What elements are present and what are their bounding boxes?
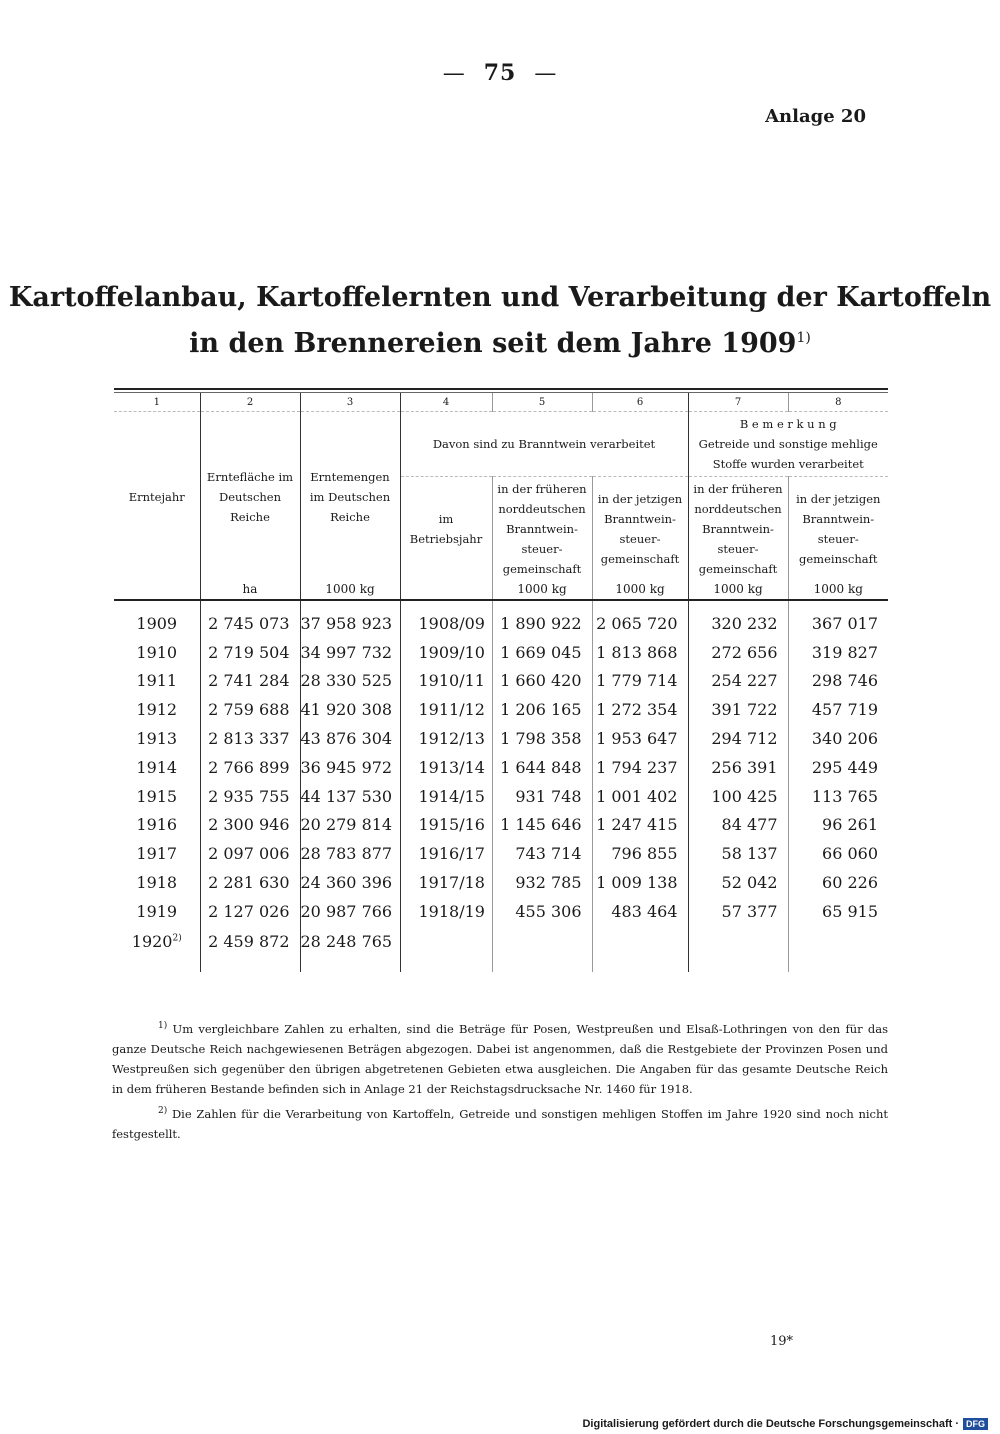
cell-grain-former [688,638,788,667]
unit-cell: 1000 kg [688,581,788,600]
cell-grain-former-value: 320 232 [711,613,778,633]
footnote-2-text: Die Zahlen für die Verarbeitung von Kartoffeln, Getreide und sonstigen mehligen Stoffen im Jahre 1920 sind noch nicht festgestellt. [112,1106,889,1141]
cell-harvest-value: 34 997 732 [300,642,393,662]
cell-grain-current-value: 367 017 [811,613,878,633]
cell-harvest [300,667,400,696]
table-row [114,926,888,972]
cell-grain-current [788,782,888,811]
cell-grain-former-value: 58 137 [721,844,778,864]
cell-season [400,753,492,782]
unit-cell-empty [400,581,492,600]
cell-former-value: 1 798 358 [500,729,582,749]
cell-year-value: 1910 [136,642,178,662]
cell-harvest [300,868,400,897]
sheet-signature: 19* [770,1334,794,1349]
cell-grain-former [688,897,788,926]
page-number-dash-right: — [534,61,558,86]
table-row [114,839,888,868]
cell-year [114,600,200,638]
cell-area [200,638,300,667]
cell-year [114,839,200,868]
cell-former-value: 455 306 [515,901,582,921]
cell-harvest-value: 20 987 766 [300,901,393,921]
cell-grain-former [688,811,788,840]
cell-current-value: 1 272 354 [596,700,678,720]
title-line-1: Kartoffelanbau, Kartoffelernten und Verarbeitung der Kartoffeln [8,282,992,313]
cell-area-value: 2 459 872 [208,931,290,951]
header-group-row [114,412,888,477]
footnotes [112,1016,888,1146]
cell-area [200,811,300,840]
cell-area [200,600,300,638]
cell-area [200,667,300,696]
cell-grain-current [788,638,888,667]
cell-former-value: 1 644 848 [500,757,582,777]
page-number-value: 75 [483,60,517,86]
cell-grain-current [788,839,888,868]
cell-grain-current-value: 60 226 [822,873,878,893]
cell-former-value: 1 660 420 [500,671,582,691]
cell-grain-former-value: 84 477 [721,815,778,835]
column-number: 7 [688,393,788,412]
cell-season-value: 1911/12 [418,700,485,720]
cell-harvest [300,926,400,972]
column-number: 6 [592,393,688,412]
cell-area [200,753,300,782]
table-row [114,638,888,667]
cell-harvest [300,897,400,926]
digitization-credit [582,1418,988,1430]
cell-former-value: 743 714 [515,844,582,864]
cell-area [200,724,300,753]
cell-former [492,839,592,868]
cell-area-value: 2 741 284 [208,671,290,691]
cell-former [492,811,592,840]
cell-grain-current-value: 298 746 [811,671,878,691]
unit-cell: 1000 kg [592,581,688,600]
cell-current [592,638,688,667]
cell-year-value: 1917 [136,844,178,864]
cell-area-value: 2 813 337 [208,729,290,749]
cell-current [592,667,688,696]
column-number: 2 [200,393,300,412]
cell-grain-current [788,724,888,753]
cell-grain-former [688,724,788,753]
cell-current-value: 2 065 720 [596,613,678,633]
cell-area-value: 2 719 504 [208,642,290,662]
cell-year-value: 1911 [136,671,178,691]
cell-season [400,695,492,724]
table-row [114,782,888,811]
cell-area [200,897,300,926]
footnote-1 [112,1016,888,1099]
title-footnote-ref: 1) [796,330,811,346]
cell-season [400,724,492,753]
cell-grain-former-value: 256 391 [711,757,778,777]
cell-current [592,811,688,840]
table-row [114,811,888,840]
cell-grain-former [688,600,788,638]
cell-grain-former-value: 272 656 [711,642,778,662]
header-ernteflaeche: Ernteﬂäche im Deutschen Reiche [200,412,300,582]
table-row [114,753,888,782]
cell-grain-former-value: 52 042 [721,873,778,893]
header-bemerkung-subtitle: Getreide und sonstige mehlige Stoffe wurden verarbeitet [698,437,878,471]
cell-area-value: 2 745 073 [208,613,290,633]
cell-year-value: 1909 [136,613,178,633]
cell-former [492,600,592,638]
unit-cell: 1000 kg [813,582,863,596]
cell-area [200,926,300,972]
cell-grain-current [788,600,888,638]
cell-former-value: 1 145 646 [500,815,582,835]
cell-former-value: 1 669 045 [500,642,582,662]
cell-current [592,926,688,972]
page-number [0,60,1000,86]
title-line-2-text: in den Brennereien seit dem Jahre 1909 [189,328,797,359]
cell-former [492,897,592,926]
statistics-table [114,393,888,972]
cell-former-value: 931 748 [515,786,582,806]
column-number-row [114,393,888,412]
cell-harvest [300,811,400,840]
cell-current-value: 1 794 237 [596,757,678,777]
cell-grain-current-value: 457 719 [811,700,878,720]
footnote-2 [112,1101,888,1144]
cell-current [592,724,688,753]
cell-year-value: 1916 [136,815,178,835]
cell-grain-current-value: 66 060 [822,844,878,864]
cell-season [400,600,492,638]
cell-area-value: 2 281 630 [208,873,290,893]
footnote-2-mark: 2) [158,1105,168,1116]
cell-grain-current-value: 113 765 [811,786,878,806]
cell-grain-former-value: 294 712 [711,729,778,749]
cell-current [592,600,688,638]
cell-grain-former-value: 57 377 [721,901,778,921]
cell-season [400,667,492,696]
unit-row [114,581,888,600]
cell-season-value: 1912/13 [418,729,485,749]
cell-grain-former [688,782,788,811]
cell-area-value: 2 097 006 [208,844,290,864]
cell-area-value: 2 759 688 [208,700,290,720]
cell-current [592,868,688,897]
cell-current-value: 1 009 138 [596,873,678,893]
cell-harvest [300,600,400,638]
cell-year [114,811,200,840]
cell-year-value: 1915 [136,786,178,806]
cell-year-value: 1913 [136,729,178,749]
table-row [114,667,888,696]
cell-area-value: 2 127 026 [208,901,290,921]
column-number: 8 [788,393,888,412]
cell-former [492,782,592,811]
cell-season-value: 1917/18 [418,873,485,893]
cell-former [492,638,592,667]
cell-current [592,839,688,868]
cell-season [400,638,492,667]
header-jetzige-gemeinschaft: in der jetzigen Branntwein-steuer-gemeinschaft [592,477,688,582]
cell-harvest-value: 44 137 530 [300,786,393,806]
cell-grain-former [688,667,788,696]
cell-year-value: 1919 [136,901,178,921]
cell-current-value: 1 247 415 [596,815,678,835]
cell-harvest-value: 28 330 525 [300,671,393,691]
footnote-1-mark: 1) [158,1021,168,1031]
cell-harvest-value: 28 248 765 [300,931,393,951]
cell-season-value: 1916/17 [418,844,485,864]
cell-grain-current [788,868,888,897]
unit-cell: 1000 kg [300,581,400,600]
statistics-table-wrap [114,388,888,972]
cell-year [114,753,200,782]
cell-grain-current [788,897,888,926]
header-group-bemerkung [688,412,888,477]
cell-year-value: 1914 [136,757,178,777]
cell-year-value: 1918 [136,873,178,893]
cell-year-value: 1920 [131,931,173,951]
cell-grain-current-value: 65 915 [822,901,878,921]
cell-former-value: 1 890 922 [500,613,582,633]
cell-grain-current [788,667,888,696]
column-number: 4 [400,393,492,412]
cell-season-value: 1918/19 [418,901,485,921]
cell-grain-current-value: 319 827 [811,642,878,662]
cell-year [114,868,200,897]
cell-current [592,897,688,926]
cell-current [592,753,688,782]
appendix-label: Anlage 20 [765,106,866,127]
cell-current-value: 1 813 868 [596,642,678,662]
cell-grain-former [688,753,788,782]
cell-harvest-value: 37 958 923 [300,613,393,633]
cell-year [114,782,200,811]
header-getreide-jetzige: in der jetzigen Branntwein-steuer-gemeinschaft [796,492,881,566]
cell-former [492,695,592,724]
unit-cell-empty [114,581,200,600]
cell-year [114,667,200,696]
cell-area-value: 2 766 899 [208,757,290,777]
cell-year [114,695,200,724]
cell-season [400,897,492,926]
cell-grain-former [688,839,788,868]
cell-harvest [300,638,400,667]
cell-season-value: 1909/10 [418,642,485,662]
cell-grain-current [788,811,888,840]
header-erntejahr: Erntejahr [114,412,200,582]
cell-season-value: 1915/16 [418,815,485,835]
page-title [0,278,1000,364]
column-number: 5 [492,393,592,412]
table-row [114,897,888,926]
cell-former [492,868,592,897]
cell-current-value: 1 001 402 [596,786,678,806]
cell-grain-current [788,695,888,724]
cell-grain-current [788,753,888,782]
cell-season [400,782,492,811]
table-row [114,695,888,724]
header-bemerkung-title: B e m e r k u n g [739,417,837,431]
cell-former [492,753,592,782]
cell-harvest-value: 43 876 304 [300,729,393,749]
cell-season-value: 1913/14 [418,757,485,777]
cell-season [400,839,492,868]
cell-harvest [300,724,400,753]
cell-harvest [300,839,400,868]
table-row [114,724,888,753]
header-getreide-fruehere: in der früheren norddeutschen Branntwein-steuer-gemeinschaft [688,477,788,582]
table-row [114,868,888,897]
cell-former [492,667,592,696]
cell-season [400,926,492,972]
cell-year [114,897,200,926]
cell-current [592,782,688,811]
cell-year [114,926,200,972]
cell-grain-current-value: 295 449 [811,757,878,777]
cell-current-value: 1 779 714 [596,671,678,691]
table-body [114,600,888,972]
cell-area [200,868,300,897]
header-fruehere-gemeinschaft: in der früheren norddeutschen Branntwein-steuer-gemeinschaft [492,477,592,582]
cell-grain-current-value: 96 261 [822,815,878,835]
cell-area [200,782,300,811]
cell-grain-former [688,926,788,972]
unit-cell: ha [200,581,300,600]
dfg-logo: DFG [963,1418,988,1430]
cell-season-value: 1914/15 [418,786,485,806]
cell-current-value: 796 855 [611,844,678,864]
cell-year [114,724,200,753]
cell-grain-former-value: 254 227 [711,671,778,691]
cell-harvest [300,753,400,782]
cell-grain-former [688,868,788,897]
cell-area [200,839,300,868]
cell-grain-former [688,695,788,724]
unit-cell: 1000 kg [492,581,592,600]
cell-harvest-value: 41 920 308 [300,700,393,720]
cell-season [400,811,492,840]
column-number: 1 [114,393,200,412]
cell-grain-current [788,926,888,972]
year-footnote-ref: 2) [172,933,182,944]
cell-current-value: 483 464 [611,901,678,921]
cell-season-value: 1910/11 [418,671,485,691]
cell-harvest [300,695,400,724]
cell-former [492,926,592,972]
cell-current-value: 1 953 647 [596,729,678,749]
table-row [114,600,888,638]
cell-current [592,695,688,724]
cell-harvest-value: 28 783 877 [300,844,393,864]
header-group-branntwein: Davon sind zu Branntwein verarbeitet [400,412,688,477]
cell-year-value: 1912 [136,700,178,720]
cell-grain-former-value: 100 425 [711,786,778,806]
cell-grain-current-value: 340 206 [811,729,878,749]
footnote-1-text: Um vergleichbare Zahlen zu erhalten, sind die Beträge für Posen, Westpreußen und Elsaß-Lothringen von den für das ganze Deutsche Reich nachgewiesenen Beträgen abgezogen. Dabei ist angenommen, daß die Restgebiete der Provinzen Posen und Westpreußen sich gegenüber den übrigen abgetretenen Gebieten etwa ausgleichen. Die Angaben für das gesamte Deutsche Reich in dem früheren Bestande befinden sich in Anlage 21 der Reichstagsdrucksache Nr. 1460 für 1918. [112,1021,888,1096]
cell-year [114,638,200,667]
cell-area-value: 2 935 755 [208,786,290,806]
cell-season-value: 1908/09 [418,613,485,633]
cell-season [400,868,492,897]
header-erntemengen: Erntemengen im Deutschen Reiche [300,412,400,582]
cell-area-value: 2 300 946 [208,815,290,835]
cell-harvest-value: 36 945 972 [300,757,393,777]
cell-harvest [300,782,400,811]
cell-former-value: 932 785 [515,873,582,893]
cell-former [492,724,592,753]
column-number: 3 [300,393,400,412]
title-line-2 [0,318,1000,364]
cell-area [200,695,300,724]
cell-harvest-value: 24 360 396 [300,873,393,893]
header-betriebsjahr: im Betriebsjahr [400,477,492,582]
cell-former-value: 1 206 165 [500,700,582,720]
cell-harvest-value: 20 279 814 [300,815,393,835]
page-number-dash-left: — [442,61,466,86]
cell-grain-former-value: 391 722 [711,700,778,720]
credit-text: Digitalisierung gefördert durch die Deutsche Forschungsgemeinschaft · [582,1418,959,1430]
